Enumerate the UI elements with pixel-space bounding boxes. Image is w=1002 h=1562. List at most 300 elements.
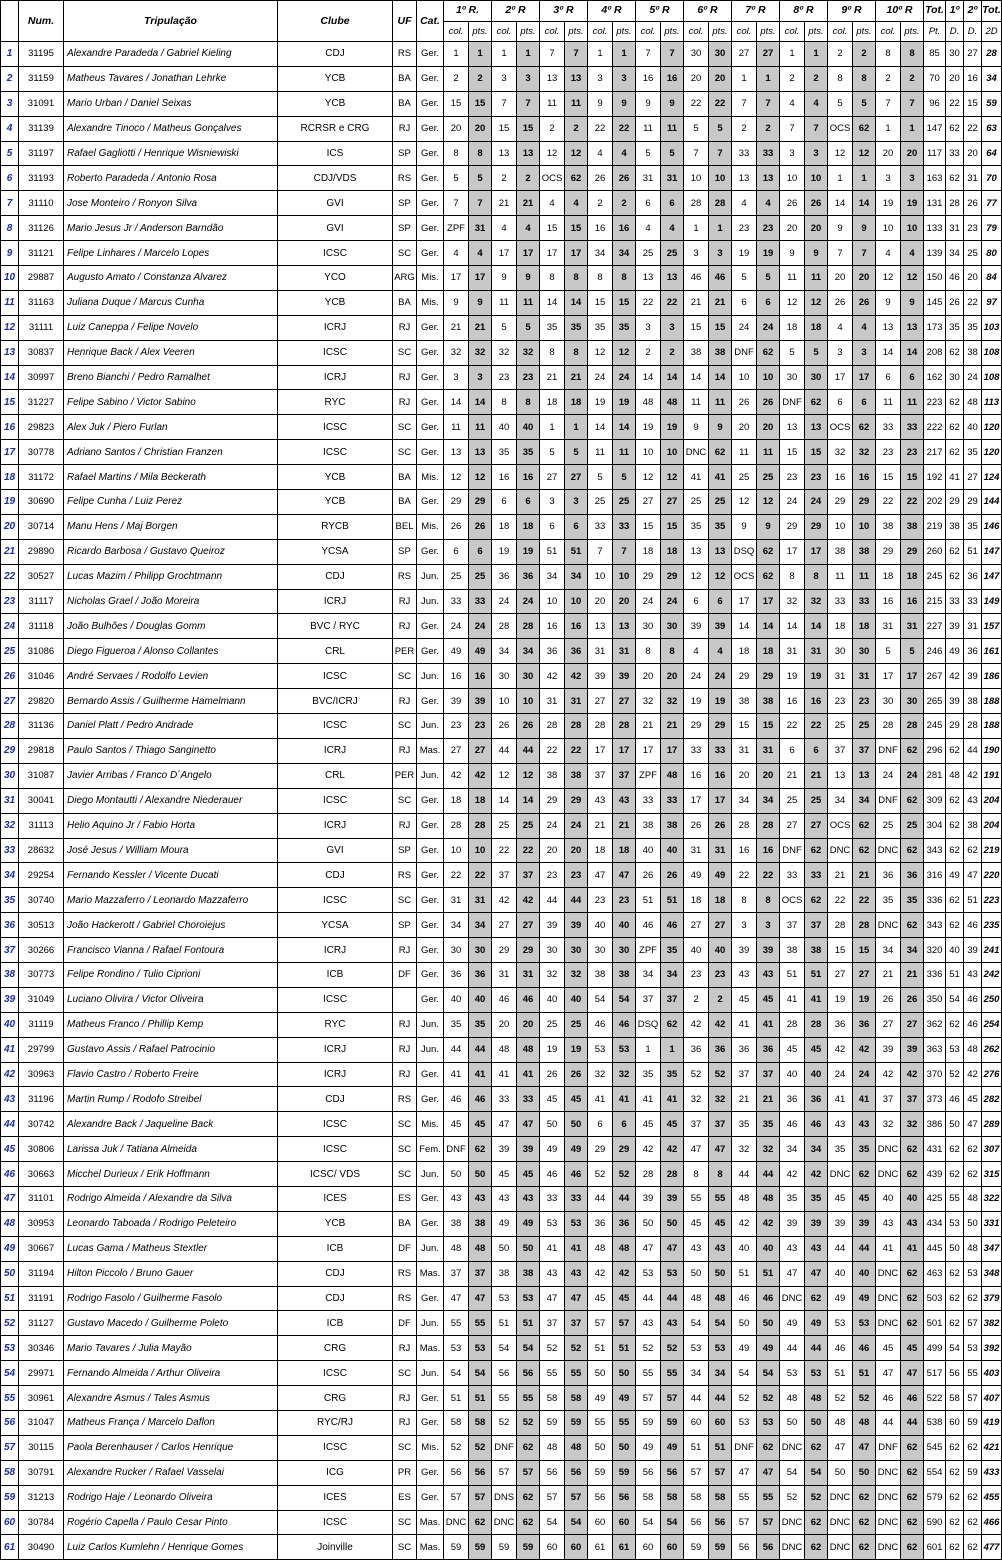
position-cell: 35 (1, 888, 19, 913)
race-col-cell: 46 (684, 266, 709, 291)
race-col-cell: 7 (780, 116, 805, 141)
race-col-cell: 10 (444, 838, 469, 863)
net-total-cell: 108 (982, 340, 1002, 365)
race-pts-cell: 56 (757, 1535, 780, 1560)
race-col-cell: 37 (636, 987, 661, 1012)
crew-cell: Daniel Platt / Pedro Andrade (64, 714, 278, 739)
race-pts-cell: 13 (901, 315, 924, 340)
race-pts-cell: 32 (805, 589, 828, 614)
race-pts-cell: 31 (469, 216, 492, 241)
race-pts-cell: 51 (709, 1435, 732, 1460)
race-pts-cell: 40 (661, 838, 684, 863)
net-total-cell: 79 (982, 216, 1002, 241)
race-pts-cell: 62 (565, 166, 588, 191)
race-col-cell: 35 (684, 514, 709, 539)
col-subheader: col. (732, 21, 757, 42)
race-pts-cell: 35 (805, 1186, 828, 1211)
club-cell: YCB (278, 1211, 393, 1236)
discard2-cell: 62 (964, 838, 982, 863)
race-col-cell: 41 (876, 1236, 901, 1261)
race-pts-cell: 25 (469, 564, 492, 589)
table-row (1, 1535, 1002, 1560)
race-col-cell: DNC (828, 1162, 853, 1187)
pts-subheader: pts. (853, 21, 876, 42)
race-pts-cell: 27 (757, 42, 780, 67)
race-pts-cell: 3 (757, 913, 780, 938)
club-cell: ICSC (278, 788, 393, 813)
race-col-cell: 28 (684, 191, 709, 216)
race-col-cell: 47 (828, 1435, 853, 1460)
category-cell: Jun. (417, 1162, 444, 1187)
race-pts-cell: 8 (661, 639, 684, 664)
race-pts-cell: 22 (517, 838, 540, 863)
race-col-cell: 29 (588, 1137, 613, 1162)
race-pts-cell: 6 (805, 738, 828, 763)
race-pts-cell: 22 (853, 888, 876, 913)
net-total-cell: 242 (982, 962, 1002, 987)
race-col-cell: 54 (684, 1311, 709, 1336)
race-col-cell: 7 (588, 539, 613, 564)
race-col-cell: 57 (732, 1510, 757, 1535)
race-pts-cell: 48 (805, 1386, 828, 1411)
race-col-cell: 47 (780, 1261, 805, 1286)
position-cell: 51 (1, 1286, 19, 1311)
race-col-cell: 32 (780, 589, 805, 614)
net-total-cell: 28 (982, 42, 1002, 67)
race-pts-cell: 19 (613, 390, 636, 415)
race-col-cell: 12 (636, 465, 661, 490)
race-col-cell: 6 (444, 539, 469, 564)
total-cell: 223 (924, 390, 946, 415)
sail-number-cell: 31172 (19, 465, 64, 490)
race-col-cell: 60 (684, 1410, 709, 1435)
race-col-cell: 8 (732, 888, 757, 913)
discard2-cell: 46 (964, 913, 982, 938)
race-col-cell: 46 (636, 913, 661, 938)
race-pts-cell: 1 (613, 42, 636, 67)
race-col-cell: 33 (588, 514, 613, 539)
race-pts-cell: 14 (469, 390, 492, 415)
race-pts-cell: 62 (901, 1510, 924, 1535)
race-pts-cell: 21 (757, 1087, 780, 1112)
race-pts-cell: 38 (805, 938, 828, 963)
table-row (1, 838, 1002, 863)
race-pts-cell: 3 (853, 340, 876, 365)
state-cell: DF (393, 962, 417, 987)
race-col-cell: 2 (876, 66, 901, 91)
race-pts-cell: 44 (709, 1386, 732, 1411)
race-col-cell: ZPF (444, 216, 469, 241)
race-col-cell: 37 (876, 1087, 901, 1112)
race-col-cell: 54 (492, 1336, 517, 1361)
sail-number-cell: 30953 (19, 1211, 64, 1236)
race-col-cell: 3 (492, 66, 517, 91)
table-row (1, 166, 1002, 191)
race-col-cell: 50 (828, 1460, 853, 1485)
race-col-cell: 29 (540, 788, 565, 813)
pts-subheader: pts. (709, 21, 732, 42)
club-cell: YCSA (278, 913, 393, 938)
state-cell: RJ (393, 390, 417, 415)
state-cell: SP (393, 191, 417, 216)
net-total-cell: 120 (982, 440, 1002, 465)
race-pts-cell: 54 (469, 1361, 492, 1386)
race-col-cell: 33 (492, 1087, 517, 1112)
pts-subheader: pts. (901, 21, 924, 42)
race-col-cell: 23 (828, 689, 853, 714)
race-pts-cell: 44 (661, 1286, 684, 1311)
race-pts-cell: 37 (709, 1112, 732, 1137)
category-cell: Fem. (417, 1137, 444, 1162)
table-row (1, 1510, 1002, 1535)
total-cell: 590 (924, 1510, 946, 1535)
race-col-cell: 13 (876, 315, 901, 340)
race-pts-cell: 56 (709, 1510, 732, 1535)
race-pts-cell: 62 (661, 1012, 684, 1037)
race-pts-cell: 11 (853, 564, 876, 589)
race-col-cell: 3 (540, 490, 565, 515)
race-pts-cell: 17 (517, 241, 540, 266)
race-col-cell: 15 (828, 938, 853, 963)
sail-number-cell: 31087 (19, 763, 64, 788)
race-col-cell: 23 (780, 465, 805, 490)
discard2-cell: 53 (964, 1261, 982, 1286)
net-total-cell: 250 (982, 987, 1002, 1012)
race-pts-cell: 44 (757, 1162, 780, 1187)
race-pts-cell: 62 (853, 1162, 876, 1187)
position-cell: 47 (1, 1186, 19, 1211)
race-pts-cell: 10 (853, 514, 876, 539)
race-col-cell: 21 (492, 191, 517, 216)
race-pts-cell: 22 (805, 714, 828, 739)
discard1-cell: 39 (946, 689, 964, 714)
state-cell: SC (393, 1112, 417, 1137)
pts-subheader: pts. (565, 21, 588, 42)
race-col-cell: 9 (876, 290, 901, 315)
race-pts-cell: 41 (613, 1087, 636, 1112)
race-col-cell: DNC (828, 1510, 853, 1535)
discard2-cell: 22 (964, 116, 982, 141)
state-cell: RS (393, 863, 417, 888)
sail-number-cell: 30115 (19, 1435, 64, 1460)
race-col-cell: 52 (636, 1336, 661, 1361)
race-pts-cell: 62 (901, 1137, 924, 1162)
race-pts-cell: 7 (709, 141, 732, 166)
race-pts-cell: 1 (709, 216, 732, 241)
race-pts-cell: 62 (805, 390, 828, 415)
crew-cell: Adriano Santos / Christian Franzen (64, 440, 278, 465)
race-pts-cell: 23 (565, 863, 588, 888)
race-col-cell: 1 (444, 42, 469, 67)
crew-cell: Ricardo Barbosa / Gustavo Queiroz (64, 539, 278, 564)
race-col-cell: 11 (444, 415, 469, 440)
race-col-cell: 53 (588, 1037, 613, 1062)
race-col-cell: 54 (780, 1460, 805, 1485)
race-pts-cell: 18 (517, 514, 540, 539)
position-cell: 33 (1, 838, 19, 863)
discard2-cell: 15 (964, 91, 982, 116)
pts-subheader: pts. (661, 21, 684, 42)
race-col-cell: 8 (876, 42, 901, 67)
net-total-cell: 282 (982, 1087, 1002, 1112)
race-col-cell: 43 (684, 1236, 709, 1261)
race-col-cell: 22 (732, 863, 757, 888)
table-row (1, 1336, 1002, 1361)
race-col-cell: 14 (444, 390, 469, 415)
discard1-cell: 62 (946, 813, 964, 838)
race-pts-cell: 37 (901, 1087, 924, 1112)
race-pts-cell: 16 (709, 763, 732, 788)
race-col-cell: 1 (588, 42, 613, 67)
club-cell: CDJ (278, 42, 393, 67)
net-total-cell: 120 (982, 415, 1002, 440)
race-col-cell: 8 (540, 266, 565, 291)
race-col-cell: 12 (444, 465, 469, 490)
race-pts-cell: 22 (901, 490, 924, 515)
race-col-cell: 28 (780, 1012, 805, 1037)
race-col-cell: 24 (588, 365, 613, 390)
race-col-cell: 53 (492, 1286, 517, 1311)
discard2-cell: 16 (964, 66, 982, 91)
race-col-cell: DNC (780, 1510, 805, 1535)
race-pts-cell: 20 (661, 664, 684, 689)
total-cell: 501 (924, 1311, 946, 1336)
category-cell: Ger. (417, 191, 444, 216)
discard1-cell: 42 (946, 664, 964, 689)
discard2-cell: 27 (964, 42, 982, 67)
club-cell: ICRJ (278, 589, 393, 614)
tot2-subheader: 2D (982, 21, 1002, 42)
race-col-cell: ZPF (636, 763, 661, 788)
race-pts-cell: 14 (565, 290, 588, 315)
race-pts-cell: 26 (853, 290, 876, 315)
race-pts-cell: 2 (853, 42, 876, 67)
club-cell: CRL (278, 639, 393, 664)
club-cell: CDJ (278, 863, 393, 888)
race-pts-cell: 43 (469, 1186, 492, 1211)
race-pts-cell: 44 (469, 1037, 492, 1062)
race-pts-cell: 23 (517, 365, 540, 390)
race-pts-cell: 25 (613, 490, 636, 515)
category-cell: Ger. (417, 1211, 444, 1236)
table-row (1, 241, 1002, 266)
discard1-cell: 62 (946, 788, 964, 813)
race-col-cell: 39 (444, 689, 469, 714)
race-col-cell: 33 (636, 788, 661, 813)
race-pts-cell: 39 (901, 1037, 924, 1062)
race-pts-cell: 62 (853, 1510, 876, 1535)
race-pts-cell: 28 (565, 714, 588, 739)
race-pts-cell: 32 (709, 1087, 732, 1112)
club-cell: YCSA (278, 539, 393, 564)
race-pts-cell: 29 (709, 714, 732, 739)
position-cell: 60 (1, 1510, 19, 1535)
race-col-cell: 15 (780, 440, 805, 465)
category-cell: Ger. (417, 987, 444, 1012)
race-col-cell: 50 (444, 1162, 469, 1187)
race-col-cell: 17 (492, 241, 517, 266)
race-col-cell: 7 (684, 141, 709, 166)
race-pts-cell: 25 (565, 1012, 588, 1037)
race-pts-cell: 54 (565, 1510, 588, 1535)
race-pts-cell: 31 (805, 639, 828, 664)
race-col-cell: 20 (588, 589, 613, 614)
race-pts-cell: 20 (853, 266, 876, 291)
race-col-cell: 32 (636, 689, 661, 714)
race-pts-cell: 18 (565, 390, 588, 415)
race-col-cell: 6 (492, 490, 517, 515)
total-cell: 517 (924, 1361, 946, 1386)
race-pts-cell: 36 (469, 962, 492, 987)
category-cell: Ger. (417, 1286, 444, 1311)
discard1-cell: 46 (946, 266, 964, 291)
discard2-cell: 62 (964, 1435, 982, 1460)
race-pts-cell: 4 (469, 241, 492, 266)
discard1-cell: 49 (946, 863, 964, 888)
race-pts-cell: 46 (565, 1162, 588, 1187)
crew-cell: Henrique Back / Alex Veeren (64, 340, 278, 365)
sail-number-cell: 30997 (19, 365, 64, 390)
race-pts-cell: 51 (517, 1311, 540, 1336)
race-col-cell: 38 (444, 1211, 469, 1236)
race-col-cell: 16 (684, 763, 709, 788)
race-pts-cell: 49 (469, 639, 492, 664)
race-pts-cell: 62 (901, 738, 924, 763)
crew-cell: Jose Monteiro / Ronyon Silva (64, 191, 278, 216)
race-pts-cell: 4 (565, 191, 588, 216)
total-cell: 499 (924, 1336, 946, 1361)
position-cell: 26 (1, 664, 19, 689)
race-pts-cell: 12 (709, 564, 732, 589)
race-col-cell: 35 (444, 1012, 469, 1037)
race-pts-cell: 14 (613, 415, 636, 440)
net-total-cell: 289 (982, 1112, 1002, 1137)
position-cell: 31 (1, 788, 19, 813)
race-col-cell: 50 (684, 1261, 709, 1286)
race-col-cell: 60 (540, 1535, 565, 1560)
category-cell: Ger. (417, 415, 444, 440)
race-pts-cell: 15 (709, 315, 732, 340)
race-col-cell: 18 (636, 539, 661, 564)
race-col-cell: 1 (540, 415, 565, 440)
sail-number-cell: 31126 (19, 216, 64, 241)
race-pts-cell: 23 (805, 465, 828, 490)
race-pts-cell: 9 (901, 290, 924, 315)
race-col-cell: 17 (684, 788, 709, 813)
category-cell: Mis. (417, 266, 444, 291)
race-pts-cell: 4 (613, 141, 636, 166)
club-cell: ICS (278, 141, 393, 166)
race-pts-cell: 33 (757, 141, 780, 166)
race-pts-cell: 38 (565, 763, 588, 788)
race-col-cell: 17 (540, 241, 565, 266)
race-pts-cell: 21 (613, 813, 636, 838)
state-cell: PER (393, 763, 417, 788)
discard2-cell: 43 (964, 962, 982, 987)
race-pts-cell: 56 (565, 1460, 588, 1485)
table-row (1, 614, 1002, 639)
race-pts-cell: 3 (805, 141, 828, 166)
race-col-cell: 47 (492, 1112, 517, 1137)
race-col-cell: 18 (444, 788, 469, 813)
race-pts-cell: 3 (517, 66, 540, 91)
race-col-cell: 57 (444, 1485, 469, 1510)
race-pts-cell: 5 (517, 315, 540, 340)
race-pts-cell: 22 (709, 91, 732, 116)
race-col-cell: 17 (636, 738, 661, 763)
discard1-header: 1º (946, 1, 964, 22)
race-pts-cell: 7 (805, 116, 828, 141)
race-col-cell: 21 (588, 813, 613, 838)
race-col-cell: 19 (588, 390, 613, 415)
race-col-cell: 41 (828, 1087, 853, 1112)
race-col-cell: 54 (444, 1361, 469, 1386)
state-cell: SC (393, 1435, 417, 1460)
race-col-cell: 28 (876, 714, 901, 739)
race-col-cell: 25 (684, 490, 709, 515)
race-pts-cell: 19 (517, 539, 540, 564)
race-pts-cell: 25 (709, 490, 732, 515)
sail-number-cell: 31197 (19, 141, 64, 166)
total-cell: 267 (924, 664, 946, 689)
race-pts-cell: 45 (757, 987, 780, 1012)
race-pts-cell: 17 (469, 266, 492, 291)
race-col-cell: 43 (780, 1236, 805, 1261)
race-pts-cell: 30 (613, 938, 636, 963)
discard1-cell: 35 (946, 315, 964, 340)
crew-cell: Rodrigo Almeida / Alexandre da Silva (64, 1186, 278, 1211)
state-cell: BA (393, 290, 417, 315)
table-row (1, 315, 1002, 340)
net-total-cell: 331 (982, 1211, 1002, 1236)
race-col-cell: 6 (828, 390, 853, 415)
race-col-cell: 32 (684, 1087, 709, 1112)
race-col-cell: DNC (876, 1510, 901, 1535)
race-col-cell: 5 (732, 266, 757, 291)
table-row (1, 813, 1002, 838)
col-subheader: col. (444, 21, 469, 42)
race-col-cell: 41 (444, 1062, 469, 1087)
race-pts-cell: 24 (565, 813, 588, 838)
race-pts-cell: 49 (709, 863, 732, 888)
position-cell: 11 (1, 290, 19, 315)
race-col-cell: 27 (492, 913, 517, 938)
race-col-cell: DNF (780, 390, 805, 415)
race-pts-cell: 27 (661, 490, 684, 515)
table-row (1, 290, 1002, 315)
race-col-cell: 53 (828, 1311, 853, 1336)
race-col-cell: 41 (684, 465, 709, 490)
race-pts-cell: 55 (709, 1186, 732, 1211)
race-pts-cell: 20 (757, 763, 780, 788)
category-cell: Ger. (417, 639, 444, 664)
race-col-cell: 7 (636, 42, 661, 67)
race-pts-cell: 27 (517, 913, 540, 938)
race-pts-cell: 25 (757, 465, 780, 490)
race-col-cell: 28 (588, 714, 613, 739)
race-pts-cell: 26 (565, 1062, 588, 1087)
race-pts-cell: 39 (565, 913, 588, 938)
race-pts-cell: 38 (853, 539, 876, 564)
crew-cell: Rodrigo Haje / Leonardo Oliveira (64, 1485, 278, 1510)
race-col-cell: 16 (828, 465, 853, 490)
race-pts-cell: 32 (901, 1112, 924, 1137)
race-col-cell: 2 (636, 340, 661, 365)
race-col-cell: 43 (588, 788, 613, 813)
race-pts-cell: 20 (613, 589, 636, 614)
race-col-cell: 40 (588, 913, 613, 938)
race-col-cell: 12 (828, 141, 853, 166)
